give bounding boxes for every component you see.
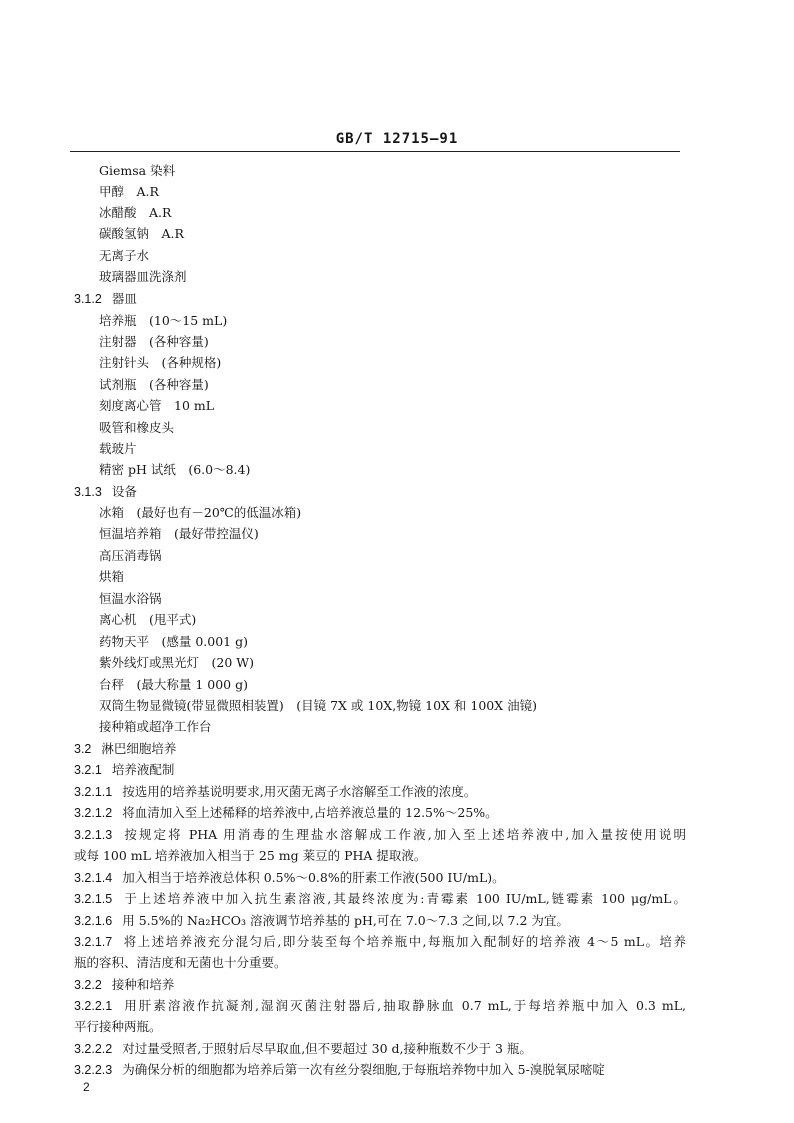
- clause-number: 3.2: [74, 742, 92, 756]
- line-text: 培养液配制: [111, 762, 175, 777]
- line-text: 接种和培养: [111, 977, 175, 992]
- text-line: [99, 163, 175, 179]
- line-text: 注射针头 (各种规格): [99, 355, 222, 370]
- line-text: 碳酸氢钠 A.R: [99, 226, 184, 241]
- text-line: [99, 313, 227, 329]
- line-text: 淋巴细胞培养: [101, 741, 177, 756]
- line-text: 吸管和橡皮头: [99, 420, 175, 435]
- text-line: [99, 548, 162, 564]
- line-text: 按选用的培养基说明要求,用灭菌无离子水溶解至工作液的浓度。: [122, 784, 477, 799]
- text-line: [99, 248, 149, 264]
- line-text: 平行接种两瓶。: [74, 1019, 162, 1034]
- line-text: 于上述培养液中加入抗生素溶液,其最终浓度为:青霉素 100 IU/mL,链霉素 100 μg/mL。: [122, 891, 686, 906]
- numbered-clause-line: [74, 977, 174, 993]
- line-text: 载玻片: [99, 441, 137, 456]
- numbered-clause-line: [74, 1062, 605, 1078]
- text-line: [99, 398, 214, 414]
- numbered-clause-line: [74, 913, 569, 929]
- clause-number: 3.2.1.5: [74, 892, 113, 906]
- line-text: 按规定将 PHA 用消毒的生理盐水溶解成工作液,加入至上述培养液中,加入量按使用说明: [122, 827, 686, 842]
- text-line: [99, 591, 162, 607]
- numbered-clause-line: [74, 827, 686, 843]
- text-line: [99, 569, 124, 585]
- numbered-clause-line: [74, 291, 137, 307]
- line-text: 双筒生物显微镜(带显微照相装置) (目镜 7X 或 10X,物镜 10X 和 100X 油镜): [99, 698, 538, 713]
- text-line: [99, 526, 259, 542]
- line-text: 玻璃器皿洗涤剂: [99, 269, 187, 284]
- line-text: Giemsa 染料: [99, 163, 176, 178]
- line-text: 对过量受照者,于照射后尽早取血,但不要超过 30 d,接种瓶数不少于 3 瓶。: [122, 1041, 532, 1056]
- text-line: [99, 226, 184, 242]
- text-line: [99, 719, 212, 735]
- numbered-clause-line: [74, 1041, 532, 1057]
- numbered-clause-line: [74, 762, 174, 778]
- text-line: [99, 655, 254, 671]
- numbered-clause-line: [74, 484, 137, 500]
- clause-number: 3.2.2: [74, 978, 102, 992]
- line-text: 无离子水: [99, 248, 150, 263]
- clause-number: 3.2.1.3: [74, 828, 113, 842]
- line-text: 将上述培养液充分混匀后,即分装至每个培养瓶中,每瓶加入配制好的培养液 4～5 mL。培养: [122, 934, 686, 949]
- header-rule: [70, 151, 680, 152]
- clause-number: 3.2.1.6: [74, 914, 113, 928]
- numbered-clause-line: [74, 934, 686, 950]
- text-line: [99, 505, 301, 521]
- text-line: [74, 1019, 162, 1035]
- page-number: 2: [83, 1080, 90, 1094]
- line-text: 恒温培养箱 (最好带控温仪): [99, 526, 259, 541]
- text-line: [99, 334, 209, 350]
- text-line: [99, 355, 221, 371]
- text-line: [99, 462, 250, 478]
- text-line: [99, 205, 171, 221]
- numbered-clause-line: [74, 870, 505, 886]
- text-line: [99, 377, 209, 393]
- clause-number: 3.1.2: [74, 292, 102, 306]
- clause-number: 3.2.1.4: [74, 871, 113, 885]
- line-text: 用肝素溶液作抗凝剂,湿润灭菌注射器后,抽取静脉血 0.7 mL,于每培养瓶中加入 0.3 mL,: [122, 998, 686, 1013]
- clause-number: 3.2.2.3: [74, 1063, 113, 1077]
- clause-number: 3.2.1.2: [74, 806, 113, 820]
- text-line: [99, 612, 196, 628]
- text-line: [99, 420, 174, 436]
- page-header-standard-number: GB/T 12715—91: [335, 131, 459, 147]
- numbered-clause-line: [74, 805, 498, 821]
- line-text: 试剂瓶 (各种容量): [99, 377, 209, 392]
- line-text: 将血清加入至上述稀释的培养液中,占培养液总量的 12.5%～25%。: [122, 805, 498, 820]
- text-line: [99, 677, 248, 693]
- numbered-clause-line: [74, 784, 476, 800]
- line-text: 甲醇 A.R: [99, 184, 159, 199]
- clause-number: 3.2.1.1: [74, 785, 113, 799]
- line-text: 设备: [111, 484, 137, 499]
- line-text: 高压消毒锅: [99, 548, 162, 563]
- line-text: 接种箱或超净工作台: [99, 719, 212, 734]
- line-text: 器皿: [111, 291, 137, 306]
- text-line: [99, 698, 537, 714]
- line-text: 台秤 (最大称量 1 000 g): [99, 677, 248, 692]
- line-text: 为确保分析的细胞都为培养后第一次有丝分裂细胞,于每瓶培养物中加入 5-溴脱氧尿嘧啶: [122, 1062, 605, 1077]
- text-line: [99, 441, 137, 457]
- line-text: 加入相当于培养液总体积 0.5%～0.8%的肝素工作液(500 IU/mL)。: [122, 870, 505, 885]
- text-line: [99, 269, 187, 285]
- clause-number: 3.2.2.1: [74, 999, 113, 1013]
- line-text: 烘箱: [99, 569, 125, 584]
- line-text: 冰箱 (最好也有－20℃的低温冰箱): [99, 505, 302, 520]
- clause-number: 3.2.2.2: [74, 1042, 113, 1056]
- line-text: 冰醋酸 A.R: [99, 205, 172, 220]
- numbered-clause-line: [74, 891, 686, 907]
- numbered-clause-line: [74, 998, 686, 1014]
- line-text: 精密 pH 试纸 (6.0～8.4): [99, 462, 251, 477]
- line-text: 紫外线灯或黑光灯 (20 W): [99, 655, 254, 670]
- line-text: 刻度离心管 10 mL: [99, 398, 215, 413]
- line-text: 离心机 (甩平式): [99, 612, 197, 627]
- clause-number: 3.2.1.7: [74, 935, 113, 949]
- text-line: [74, 848, 426, 864]
- line-text: 或每 100 mL 培养液加入相当于 25 mg 莱豆的 PHA 提取液。: [74, 848, 427, 863]
- clause-number: 3.1.3: [74, 485, 102, 499]
- text-line: [99, 634, 248, 650]
- line-text: 用 5.5%的 Na₂HCO₃ 溶液调节培养基的 pH,可在 7.0～7.3 之间,以 7.2 为宜。: [122, 913, 569, 928]
- text-line: [74, 955, 287, 971]
- text-line: [99, 184, 159, 200]
- numbered-clause-line: [74, 741, 176, 757]
- line-text: 注射器 (各种容量): [99, 334, 209, 349]
- line-text: 恒温水浴锅: [99, 591, 162, 606]
- line-text: 瓶的容积、清洁度和无菌也十分重要。: [74, 955, 287, 970]
- clause-number: 3.2.1: [74, 763, 102, 777]
- line-text: 培养瓶 (10～15 mL): [99, 313, 228, 328]
- line-text: 药物天平 (感量 0.001 g): [99, 634, 248, 649]
